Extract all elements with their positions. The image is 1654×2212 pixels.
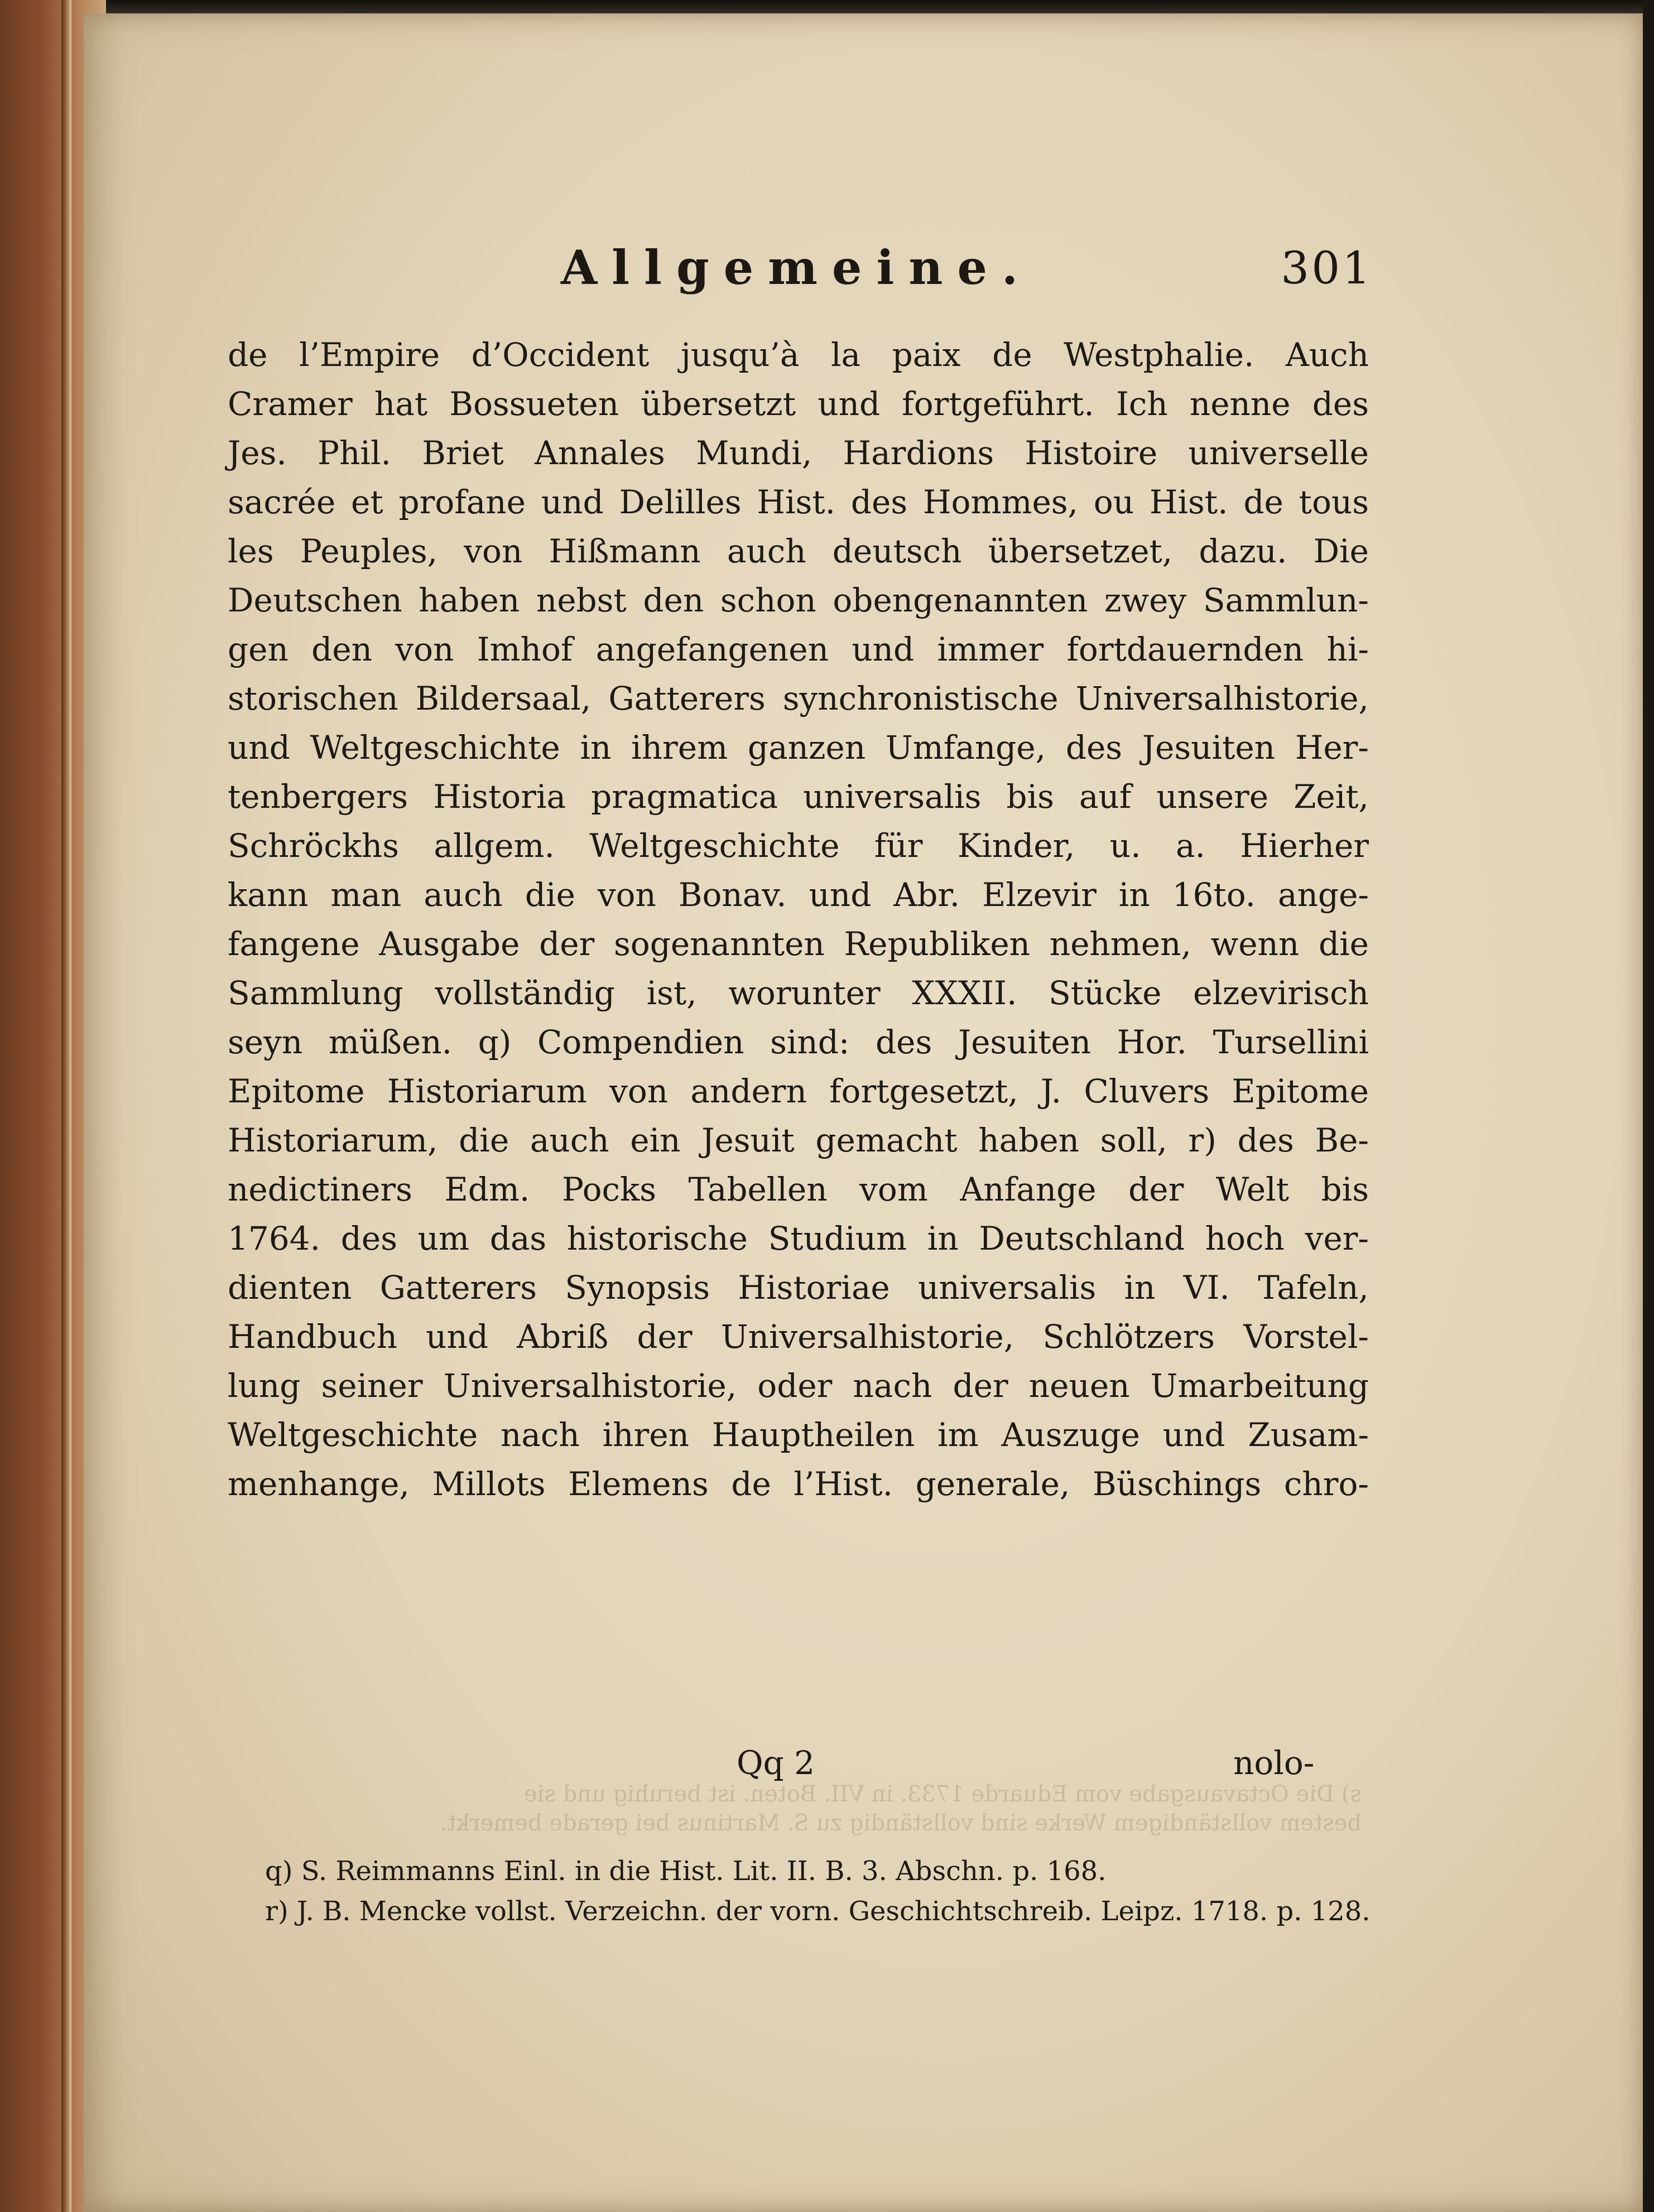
page-header	[561, 240, 1373, 312]
text-line: les Peuples, von Hißmann auch deutsch übersetzet, dazu. Die	[228, 532, 1369, 570]
text-line: Historiarum, die auch ein Jesuit gemacht haben soll, r) des Be-	[228, 1121, 1369, 1159]
body-text	[228, 330, 1369, 1509]
text-line: Jes. Phil. Briet Annales Mundi, Hardions Histoire universelle	[228, 434, 1369, 472]
book-spine-edge	[61, 0, 71, 2212]
text-line: Deutschen haben nebst den schon obengenannten zwey Sammlun-	[228, 581, 1369, 619]
text-line: lung seiner Universalhistorie, oder nach der neuen Umarbeitung	[228, 1367, 1369, 1405]
show-through-line: bestem vollständigem Werke sind vollständig zu S. Martinus bei gerade bemerkt.	[440, 1810, 1362, 1836]
show-through-line: s) Die Octavausgabe vom Eduarde 1733. in VII. Boten. ist beruhig und sie	[523, 1781, 1362, 1807]
scanner-edge	[1643, 0, 1654, 2212]
show-through-text	[301, 1780, 1362, 1838]
footnote-q: q) S. Reimmanns Einl. in die Hist. Lit. II. B. 3. Abschn. p. 168.	[265, 1856, 1107, 1887]
text-line: nedictiners Edm. Pocks Tabellen vom Anfange der Welt bis	[228, 1170, 1369, 1208]
text-line: de l’Empire d’Occident jusqu’à la paix de Westphalie. Auch	[228, 336, 1369, 374]
text-line: Cramer hat Bossueten übersetzt und fortgeführt. Ich nenne des	[228, 385, 1369, 423]
text-line: 1764. des um das historische Studium in Deutschland hoch ver-	[228, 1220, 1369, 1257]
text-line: Sammlung vollständig ist, worunter XXXII. Stücke elzevirisch	[228, 974, 1369, 1012]
text-line: kann man auch die von Bonav. und Abr. Elzevir in 16to. ange-	[228, 876, 1369, 914]
text-line: dienten Gatterers Synopsis Historiae universalis in VI. Tafeln,	[228, 1269, 1369, 1307]
text-line: storischen Bildersaal, Gatterers synchronistische Universalhistorie,	[228, 679, 1369, 717]
text-line: Handbuch und Abriß der Universalhistorie, Schlötzers Vorstel-	[228, 1318, 1369, 1356]
text-line: sacrée et profane und Delilles Hist. des Hommes, ou Hist. de tous	[228, 483, 1369, 521]
text-line: menhange, Millots Elemens de l’Hist. generale, Büschings chro-	[228, 1465, 1369, 1503]
signature-mark: Qq 2	[737, 1744, 815, 1782]
text-line: fangene Ausgabe der sogenannten Republiken nehmen, wenn die	[228, 925, 1369, 963]
footnotes	[265, 1851, 1381, 1931]
running-title: Allgemeine.	[561, 240, 1033, 295]
text-line: gen den von Imhof angefangenen und immer fortdauernden hi-	[228, 630, 1369, 668]
text-line: Schröckhs allgem. Weltgeschichte für Kinder, u. a. Hierher	[228, 827, 1369, 865]
text-line: seyn müßen. q) Compendien sind: des Jesuiten Hor. Tursellini	[228, 1023, 1369, 1061]
text-line: Epitome Historiarum von andern fortgesetzt, J. Cluvers Epitome	[228, 1072, 1369, 1110]
page-number: 301	[1281, 242, 1373, 294]
text-line: tenbergers Historia pragmatica universalis bis auf unsere Zeit,	[228, 778, 1369, 816]
footnote-r: r) J. B. Mencke vollst. Verzeichn. der vorn. Geschichtschreib. Leipz. 1718. p. 128.	[265, 1896, 1371, 1927]
text-line: und Weltgeschichte in ihrem ganzen Umfange, des Jesuiten Her-	[228, 729, 1369, 767]
text-line: Weltgeschichte nach ihren Hauptheilen im Auszuge und Zusam-	[228, 1416, 1369, 1454]
catchword: nolo-	[1233, 1744, 1315, 1782]
